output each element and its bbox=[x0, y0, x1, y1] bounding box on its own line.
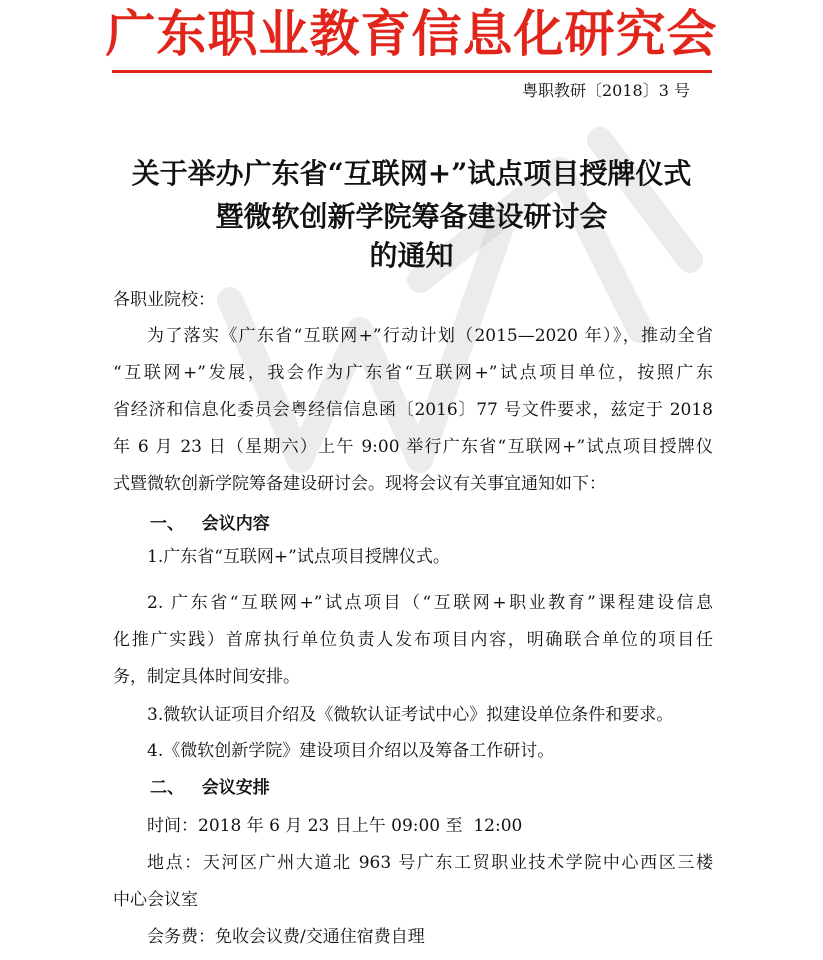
meeting-fee: 会务费：免收会议费/交通住宿费自理 bbox=[147, 927, 425, 947]
title-line-1: 关于举办广东省“互联网+”试点项目授牌仪式 bbox=[131, 157, 692, 190]
meeting-location-line-1: 地点：天河区广州大道北 963 号广东工贸职业技术学院中心西区三楼 bbox=[147, 853, 713, 873]
org-name: 广东职业教育信息化研究会 bbox=[105, 5, 718, 63]
header-rule bbox=[112, 70, 712, 73]
section1-item-2-line-2: 化推广实践）首席执行单位负责人发布项目内容，明确联合单位的项目任 bbox=[113, 630, 713, 650]
section2-heading: 二、 会议安排 bbox=[150, 778, 270, 798]
title-line-3: 的通知 bbox=[369, 239, 454, 272]
intro-line-4: 年 6 月 23 日（星期六）上午 9:00 举行广东省“互联网+”试点项目授牌仪 bbox=[113, 437, 713, 457]
section1-heading: 一、 会议内容 bbox=[150, 514, 270, 534]
section1-item-1: 1.广东省“互联网+”试点项目授牌仪式。 bbox=[147, 547, 450, 567]
section1-item-2-line-1: 2. 广东省“互联网+”试点项目（“互联网+职业教育”课程建设信息 bbox=[147, 593, 713, 613]
section1-item-3: 3.微软认证项目介绍及《微软认证考试中心》拟建设单位条件和要求。 bbox=[147, 705, 674, 725]
meeting-time: 时间：2018 年 6 月 23 日上午 09:00 至 12:00 bbox=[147, 816, 523, 836]
intro-line-3: 省经济和信息化委员会粤经信信息函〔2016〕77 号文件要求，兹定于 2018 bbox=[113, 400, 713, 420]
section1-item-4: 4.《微软创新学院》建设项目介绍以及筹备工作研讨。 bbox=[147, 741, 555, 761]
doc-number: 粤职教研〔2018〕3 号 bbox=[522, 81, 690, 100]
title-line-2: 暨微软创新学院筹备建设研讨会 bbox=[215, 200, 608, 233]
section1-item-2-line-3: 务，制定具体时间安排。 bbox=[113, 667, 300, 687]
intro-line-5: 式暨微软创新学院筹备建设研讨会。现将会议有关事宜通知如下： bbox=[113, 474, 606, 494]
intro-line-2: “互联网+”发展，我会作为广东省“互联网+”试点项目单位，按照广东 bbox=[113, 363, 713, 383]
intro-line-1: 为了落实《广东省“互联网+”行动计划（2015—2020 年）》，推动全省 bbox=[147, 326, 713, 346]
salutation: 各职业院校： bbox=[113, 290, 215, 310]
meeting-location-line-2: 中心会议室 bbox=[113, 890, 198, 910]
